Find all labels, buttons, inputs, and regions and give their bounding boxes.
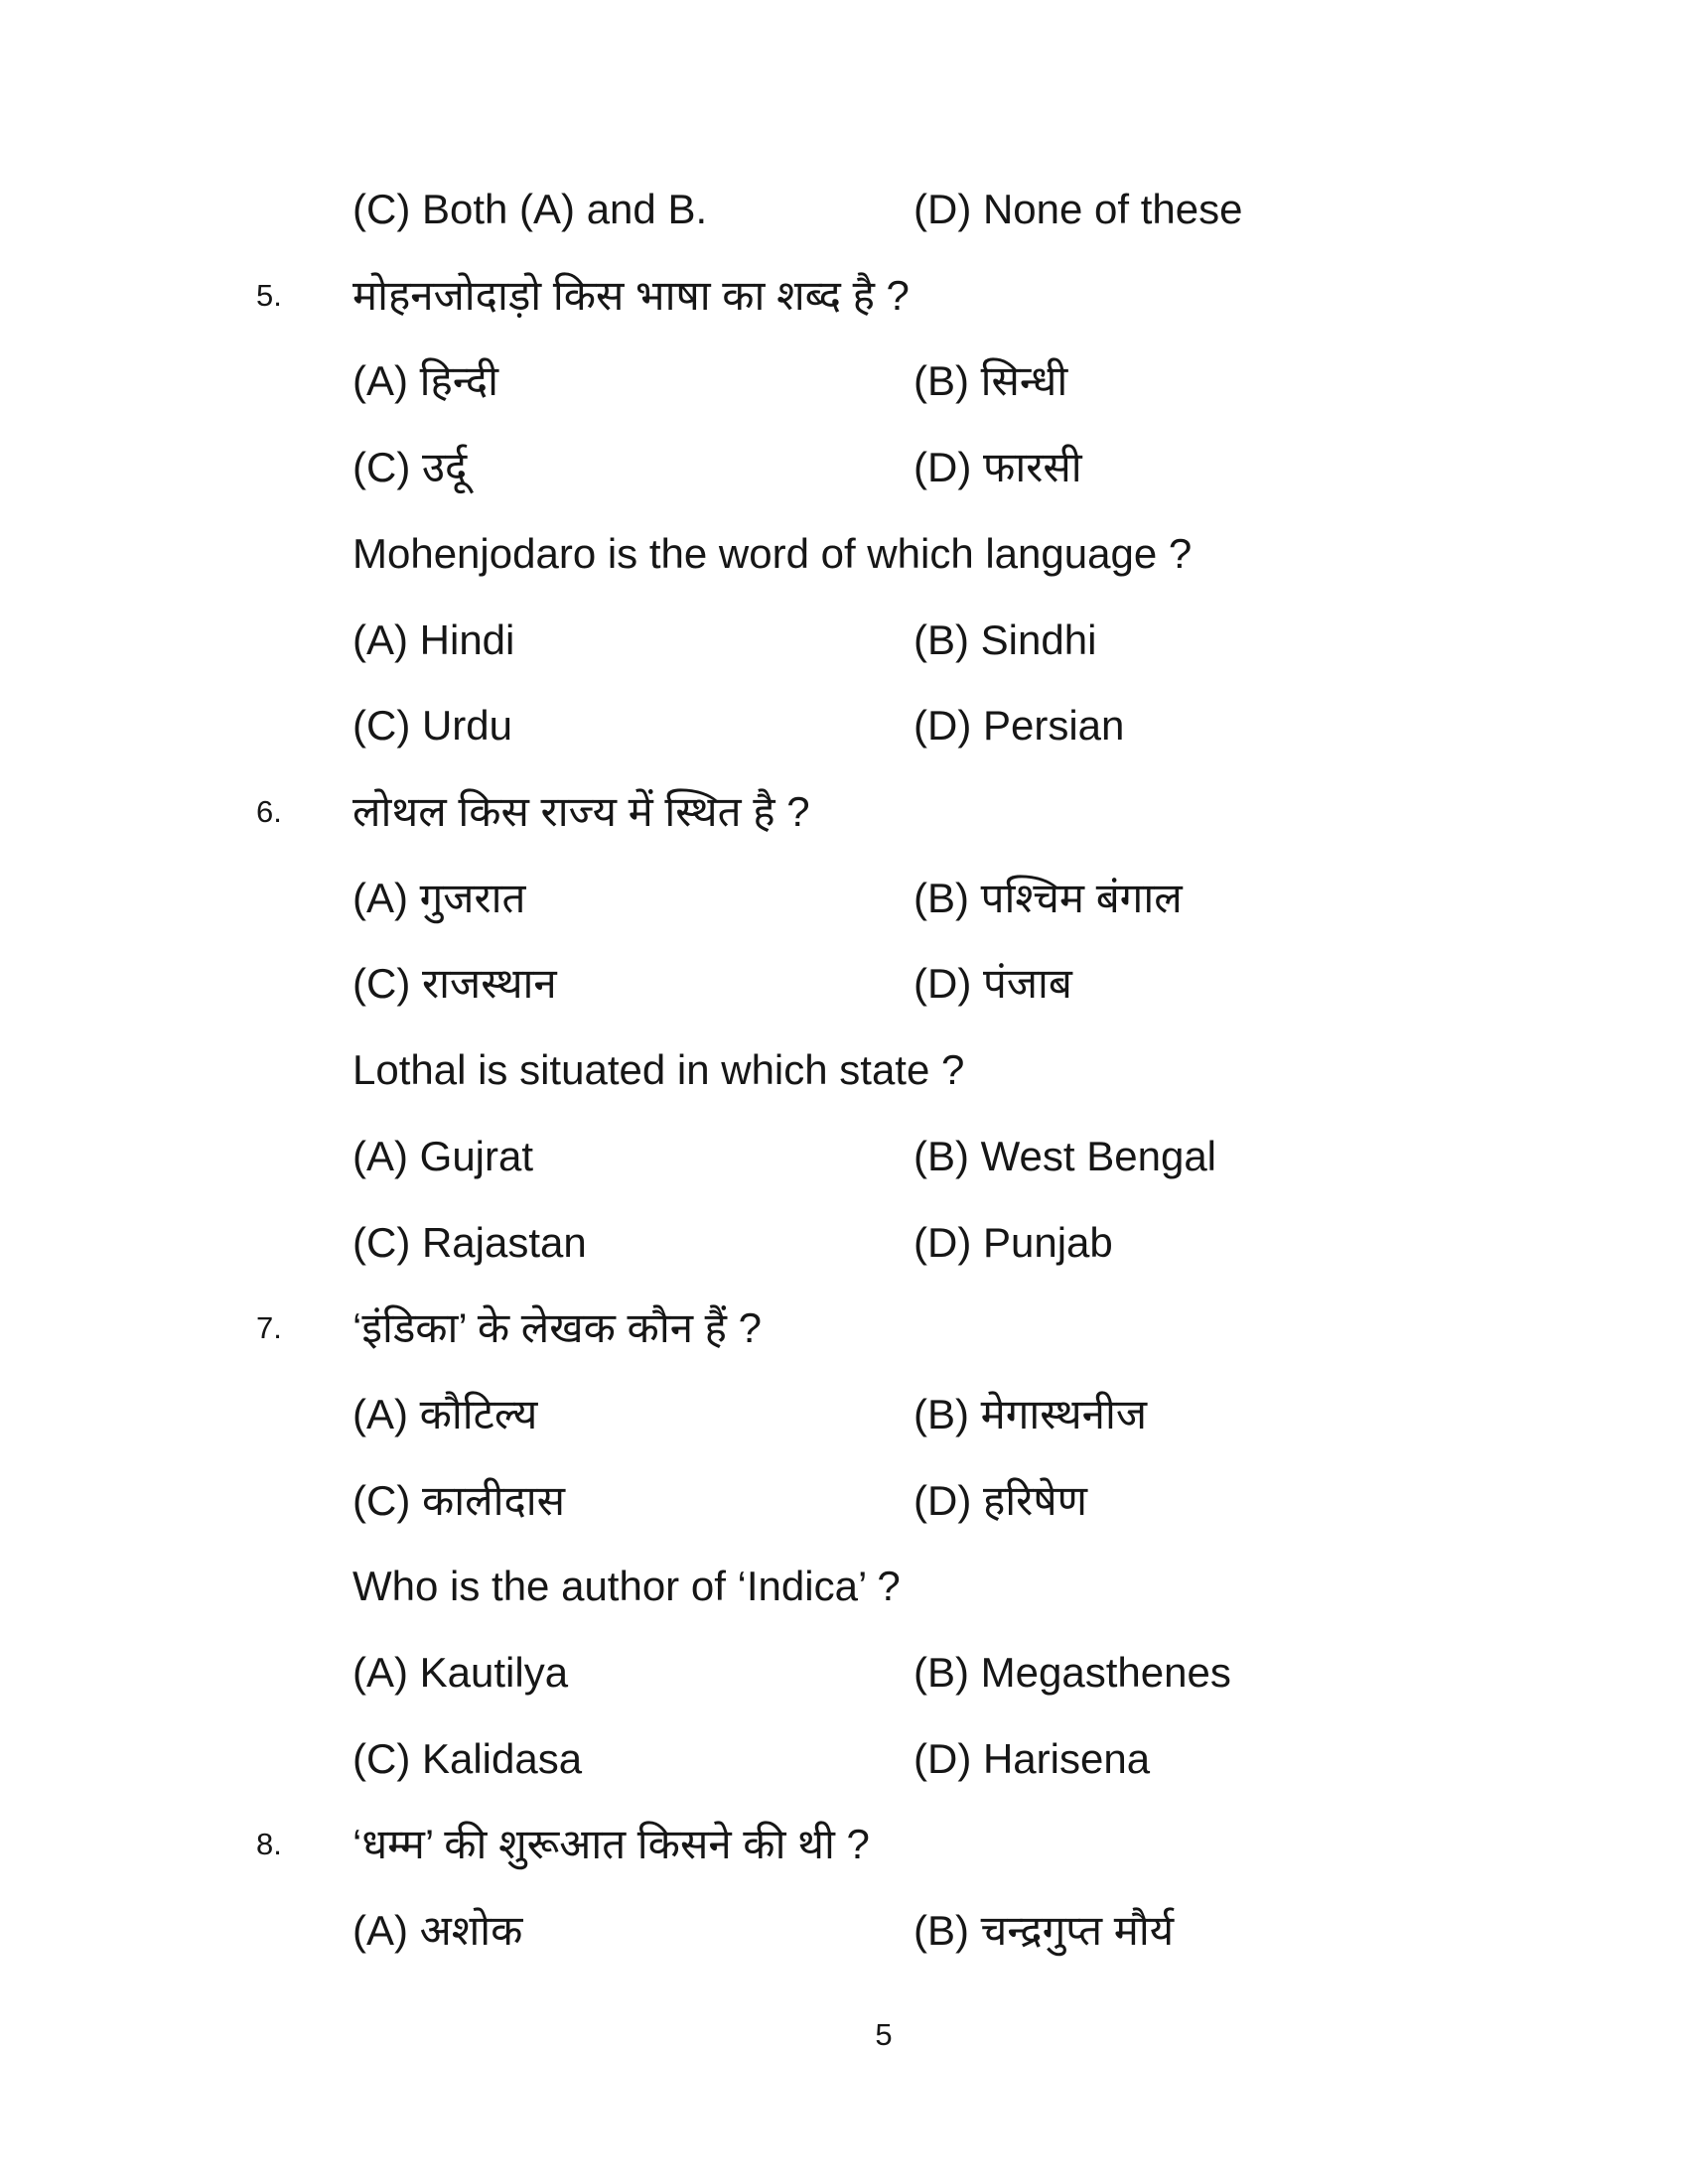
option-row xyxy=(0,700,1688,759)
option-c: (C) Kalidasa xyxy=(352,1735,583,1782)
question-row-hindi xyxy=(0,1819,1688,1878)
option-c: (C) Both (A) and B. xyxy=(352,186,708,232)
option-d: (D) हरिषेण xyxy=(914,1477,1087,1524)
option-b: (B) West Bengal xyxy=(914,1133,1217,1179)
option-d: (D) Harisena xyxy=(914,1735,1151,1782)
option-row xyxy=(0,1475,1688,1535)
option-a: (A) अशोक xyxy=(352,1907,523,1954)
option-a: (A) Hindi xyxy=(352,616,515,663)
question-text-english: Lothal is situated in which state ? xyxy=(352,1046,965,1093)
option-d: (D) Punjab xyxy=(914,1219,1113,1266)
question-row-english xyxy=(0,528,1688,588)
option-b: (B) मेगास्थनीज xyxy=(914,1391,1147,1437)
option-c: (C) कालीदास xyxy=(352,1477,566,1524)
question-text-hindi: लोथल किस राज्य में स्थित है ? xyxy=(352,788,810,835)
option-row xyxy=(0,1647,1688,1706)
question-number: 5. xyxy=(256,278,282,313)
option-c: (C) राजस्थान xyxy=(352,960,557,1007)
question-row-hindi xyxy=(0,786,1688,846)
option-b: (B) सिन्धी xyxy=(914,357,1068,404)
option-a: (A) Gujrat xyxy=(352,1133,534,1179)
option-b: (B) चन्द्रगुप्त मौर्य xyxy=(914,1907,1175,1954)
option-d: (D) Persian xyxy=(914,702,1125,749)
option-b: (B) Megasthenes xyxy=(914,1649,1231,1696)
question-number: 8. xyxy=(256,1827,282,1861)
option-row xyxy=(0,1217,1688,1277)
option-row xyxy=(0,1131,1688,1190)
option-row xyxy=(0,614,1688,674)
question-row-hindi xyxy=(0,1302,1688,1362)
option-row xyxy=(0,958,1688,1018)
option-b: (B) Sindhi xyxy=(914,616,1097,663)
option-a: (A) कौटिल्य xyxy=(352,1391,538,1437)
option-d: (D) None of these xyxy=(914,186,1243,232)
question-text-english: Mohenjodaro is the word of which language ? xyxy=(352,530,1193,577)
option-row xyxy=(0,442,1688,501)
option-a: (A) गुजरात xyxy=(352,875,526,921)
option-c: (C) Urdu xyxy=(352,702,513,749)
question-row-english xyxy=(0,1561,1688,1620)
question-row-hindi xyxy=(0,270,1688,330)
option-row xyxy=(0,1733,1688,1793)
option-b: (B) पश्चिम बंगाल xyxy=(914,875,1183,921)
option-row xyxy=(0,873,1688,932)
question-text-hindi: ‘इंडिका’ के लेखक कौन हैं ? xyxy=(352,1304,763,1351)
question-number: 6. xyxy=(256,794,282,829)
option-row xyxy=(0,1905,1688,1965)
option-row xyxy=(0,1389,1688,1448)
option-a: (A) हिन्दी xyxy=(352,357,498,404)
question-text-hindi: ‘धम्म’ की शुरूआत किसने की थी ? xyxy=(352,1821,870,1867)
page-number: 5 xyxy=(875,2017,893,2052)
question-number: 7. xyxy=(256,1310,282,1345)
option-a: (A) Kautilya xyxy=(352,1649,569,1696)
option-c: (C) Rajastan xyxy=(352,1219,587,1266)
option-c: (C) उर्दू xyxy=(352,444,468,490)
question-text-hindi: मोहनजोदाड़ो किस भाषा का शब्द है ? xyxy=(352,272,910,319)
option-row xyxy=(0,184,1688,243)
option-row xyxy=(0,355,1688,415)
question-row-english xyxy=(0,1044,1688,1104)
question-text-english: Who is the author of ‘Indica’ ? xyxy=(352,1563,901,1609)
option-d: (D) पंजाब xyxy=(914,960,1072,1007)
option-d: (D) फारसी xyxy=(914,444,1082,490)
